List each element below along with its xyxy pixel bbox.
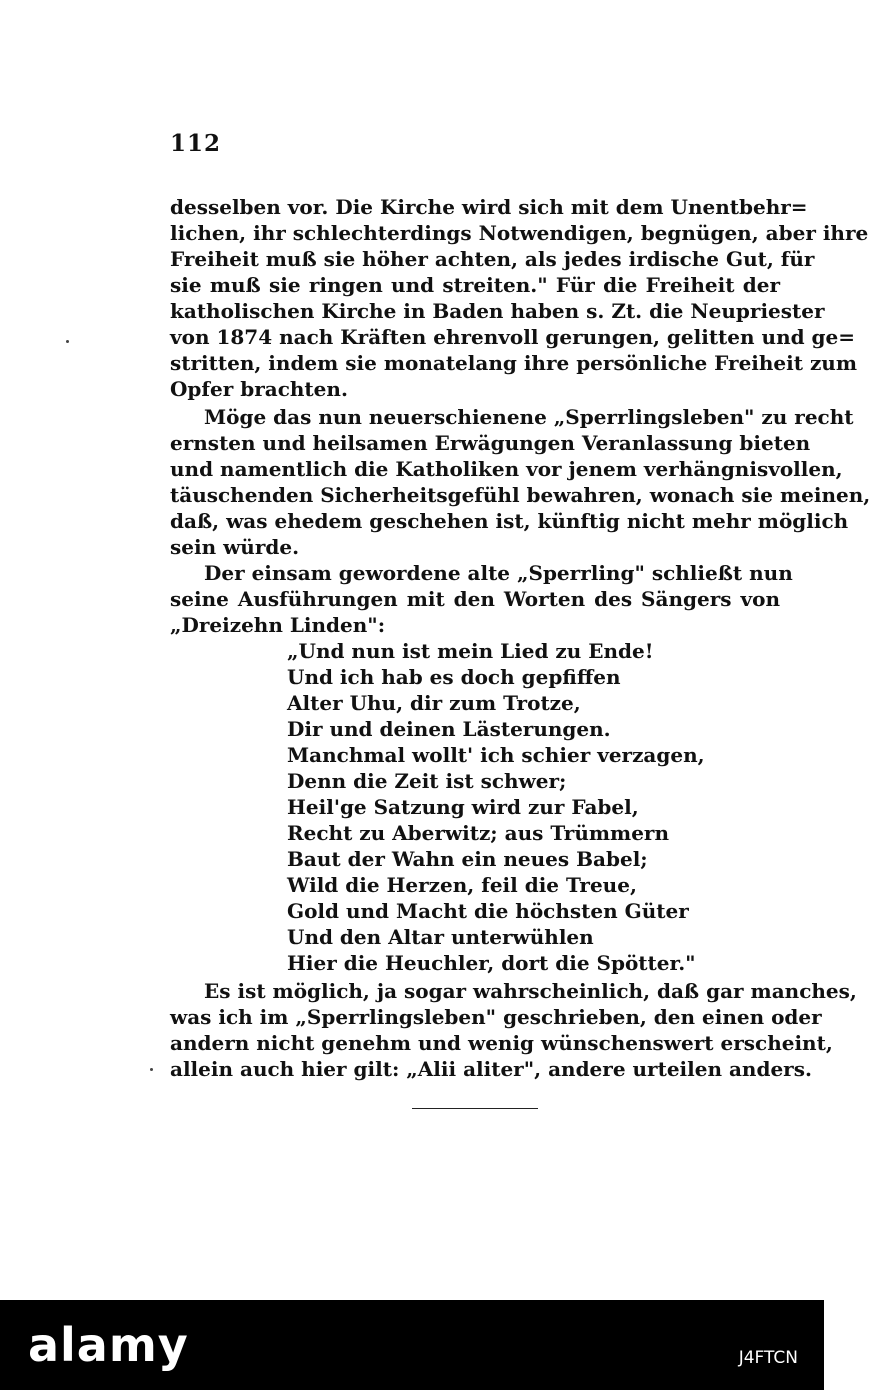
body-line: allein auch hier gilt: „Alii aliter", andere urteilen anders. <box>170 1057 812 1081</box>
body-line: andern nicht genehm und wenig wünschenswert erscheint, <box>170 1031 833 1055</box>
body-line: lichen, ihr schlechterdings Notwendigen, begnügen, aber ihre <box>170 221 869 245</box>
verse-line: Heil'ge Satzung wird zur Fabel, <box>287 795 639 819</box>
body-line: Möge das nun neuerschienene „Sperrlingsleben" zu recht <box>204 405 854 429</box>
verse-line: Baut der Wahn ein neues Babel; <box>287 847 648 871</box>
verse-line: Denn die Zeit ist schwer; <box>287 769 567 793</box>
verse-line: „Und nun ist mein Lied zu Ende! <box>287 639 654 663</box>
watermark-footer <box>0 1300 824 1390</box>
image-code: J4FTCN <box>738 1348 798 1368</box>
body-line: was ich im „Sperrlingsleben" geschrieben, den einen oder <box>170 1005 822 1029</box>
verse-line: Wild die Herzen, feil die Treue, <box>287 873 637 897</box>
body-line: sie muß sie ringen und streiten." Für die Freiheit der <box>170 273 780 297</box>
section-divider <box>412 1108 538 1109</box>
body-line: ernsten und heilsamen Erwägungen Veranlassung bieten <box>170 431 811 455</box>
verse-line: Und den Altar unterwühlen <box>287 925 594 949</box>
body-line: sein würde. <box>170 535 300 559</box>
body-line: und namentlich die Katholiken vor jenem verhängnisvollen, <box>170 457 843 481</box>
body-line: „Dreizehn Linden": <box>170 613 386 637</box>
verse-line: Manchmal wollt' ich schier verzagen, <box>287 743 705 767</box>
print-speck <box>66 340 69 343</box>
verse-line: Alter Uhu, dir zum Trotze, <box>287 691 581 715</box>
body-line: Opfer brachten. <box>170 377 348 401</box>
body-line: Freiheit muß sie höher achten, als jedes irdische Gut, für <box>170 247 815 271</box>
verse-line: Und ich hab es doch gepfiffen <box>287 665 621 689</box>
body-line: stritten, indem sie monatelang ihre persönliche Freiheit zum <box>170 351 858 375</box>
body-line: seine Ausführungen mit den Worten des Sängers von <box>170 587 780 611</box>
body-line: daß, was ehedem geschehen ist, künftig nicht mehr möglich <box>170 509 849 533</box>
verse-line: Gold und Macht die höchsten Güter <box>287 899 689 923</box>
body-line: täuschenden Sicherheitsgefühl bewahren, wonach sie meinen, <box>170 483 870 507</box>
body-line: katholischen Kirche in Baden haben s. Zt. die Neupriester <box>170 299 825 323</box>
body-line: Es ist möglich, ja sogar wahrscheinlich, daß gar manches, <box>204 979 857 1003</box>
body-line: von 1874 nach Kräften ehrenvoll gerungen, gelitten und ge= <box>170 325 856 349</box>
verse-line: Recht zu Aberwitz; aus Trümmern <box>287 821 670 845</box>
verse-line: Hier die Heuchler, dort die Spötter." <box>287 951 696 975</box>
body-line: desselben vor. Die Kirche wird sich mit dem Unentbehr= <box>170 195 808 219</box>
page-number: 112 <box>170 130 222 157</box>
verse-line: Dir und deinen Lästerungen. <box>287 717 611 741</box>
body-line: Der einsam gewordene alte „Sperrling" schließt nun <box>204 561 793 585</box>
print-speck <box>150 1068 153 1071</box>
watermark-logo: alamy <box>28 1318 189 1372</box>
